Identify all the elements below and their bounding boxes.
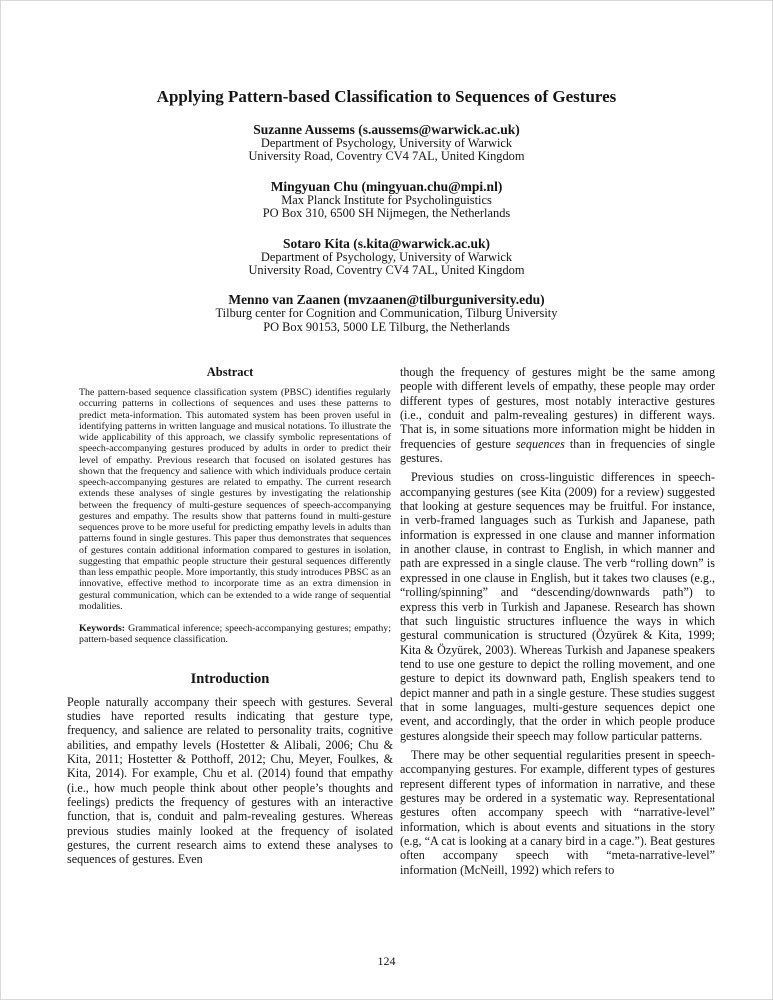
body-paragraph xyxy=(400,365,715,465)
paragraph-text: though the frequency of gestures might be the same among people with different levels of empathy, these people may order different types of gestures, most notably interactive gestures (i.e., conduit and palm-revealing gestures) in different ways. That is, in some situations more information might be hidden in frequencies of gesture xyxy=(400,365,715,451)
keywords-text: Grammatical inference; speech-accompanying gestures; empathy; pattern-based sequence classification. xyxy=(79,623,391,646)
body-paragraph: Previous studies on cross-linguistic differences in speech-accompanying gestures (see Kita (2009) for a review) suggested that looking at gesture sequences may be fruitful. For instance, in verb-framed languages such as Turkish and Japanese, path information is expressed in one clause and manner information in another clause, in contrast to English, in which manner and path are expressed in a single clause. The verb “rolling down” is expressed in one clause in English, but it takes two clauses (e.g., “rolling/spinning” and “descending/downwards path”) to express this verb in Turkish and Japanese. Research has shown that such linguistic structures influence the ways in which gestural communication is structured (Özyürek & Kita, 1999; Kita & Özyürek, 2003). Whereas Turkish and Japanese speakers tend to use one gesture to depict the rolling movement, and one gesture to depict its downward path, English speakers tend to depict manner and path in a single gesture. These studies suggest that in some languages, multi-gesture sequences depict one event, and accordingly, that the order in which people produce gestures alongside their speech may follow particular patterns. xyxy=(400,470,715,743)
abstract-body: The pattern-based sequence classification system (PBSC) identifies regularly occurring patterns in collections of sequences and uses these patterns to predict meta-information. This automated system has been proven useful in identifying patterns in written language and musical notations. To illustrate the wide applicability of this approach, we classify symbolic representations of speech-accompanying gestures produced by adults in order to predict their level of empathy. Previous research that focused on isolated gestures has shown that the frequency and salience with which individuals produce certain speech-accompanying gestures are related to empathy. The current research extends these analyses of single gestures by investigating the relationship between the frequency of multi-gesture sequences of speech-accompanying gestures and empathy. The results show that patterns found in multi-gesture sequences prove to be more useful for predicting empathy levels in adults than patterns found in single gestures. This paper thus demonstrates that sequences of gestures contain additional information compared to gestures in isolation, suggesting that empathic people structure their gestural sequences differently than less empathic people. More importantly, this study introduces PBSC as an innovative, effective method to incorporate time as an extra dimension in gestural communication, which can be extended to a wide range of sequential modalities. xyxy=(79,387,391,612)
author-block xyxy=(1,236,772,278)
paper-header xyxy=(1,1,772,349)
author-affiliation: Tilburg center for Cognition and Communication, Tilburg University xyxy=(215,306,558,321)
author-block xyxy=(1,179,772,221)
abstract-heading: Abstract xyxy=(206,365,254,379)
author-list xyxy=(1,122,772,334)
author-name: Sotaro Kita (s.kita@warwick.ac.uk) xyxy=(283,235,490,251)
keywords-line xyxy=(79,623,391,646)
paper-title: Applying Pattern-based Classification to Sequences of Gestures xyxy=(156,87,617,106)
page-number: 124 xyxy=(377,954,396,968)
author-name: Menno van Zaanen (mvzaanen@tilburguniversity.edu) xyxy=(228,292,545,308)
author-affiliation: Department of Psychology, University of Warwick xyxy=(260,249,513,264)
author-name: Suzanne Aussems (s.aussems@warwick.ac.uk) xyxy=(253,122,520,137)
author-address: PO Box 310, 6500 SH Nijmegen, the Netherlands xyxy=(262,206,511,221)
author-name: Mingyuan Chu (mingyuan.chu@mpi.nl) xyxy=(270,178,503,194)
author-address: PO Box 90153, 5000 LE Tilburg, the Netherlands xyxy=(263,319,510,334)
paragraph-text: than in frequencies of single gestures. xyxy=(400,436,715,466)
author-affiliation: Max Planck Institute for Psycholinguistics xyxy=(281,192,492,207)
keywords-label: Keywords: xyxy=(79,623,126,634)
emphasized-word: sequences xyxy=(515,436,565,451)
author-address: University Road, Coventry CV4 7AL, United Kingdom xyxy=(248,149,525,164)
left-column xyxy=(67,365,393,867)
introduction-heading: Introduction xyxy=(190,670,270,687)
author-address: University Road, Coventry CV4 7AL, United Kingdom xyxy=(248,263,525,278)
introduction-paragraph: People naturally accompany their speech with gestures. Several studies have reported results indicating that gesture type, frequency, and salience are related to personality traits, cognitive abilities, and empathy levels (Hostetter & Alibali, 2006; Chu & Kita, 2011; Hostetter & Potthoff, 2012; Chu, Meyer, Foulkes, & Kita, 2014). For example, Chu et al. (2014) found that empathy (i.e., how much people think about other people’s thoughts and feelings) predicts the frequency of gestures with an interactive function, that is, conduit and palm-revealing gestures. Whereas previous studies mainly looked at the frequency of isolated gestures, the current research aims to extend these analyses to sequences of gestures. Even xyxy=(67,694,393,867)
author-affiliation: Department of Psychology, University of Warwick xyxy=(260,136,513,150)
author-block xyxy=(1,292,772,334)
author-block xyxy=(1,122,772,164)
right-column xyxy=(400,365,715,877)
body-paragraph: There may be other sequential regularities present in speech-accompanying gestures. For example, different types of gestures represent different types of information in narrative, and these gestures may be ordered in a systematic way. Representational gestures often accompany speech with “narrative-level” information, which is about events and situations in the story (e.g, “A cat is looking at a canary bird in a cage.”). Beat gestures often accompany speech with “meta-narrative-level” information (McNeill, 1992) which refers to xyxy=(400,747,715,877)
